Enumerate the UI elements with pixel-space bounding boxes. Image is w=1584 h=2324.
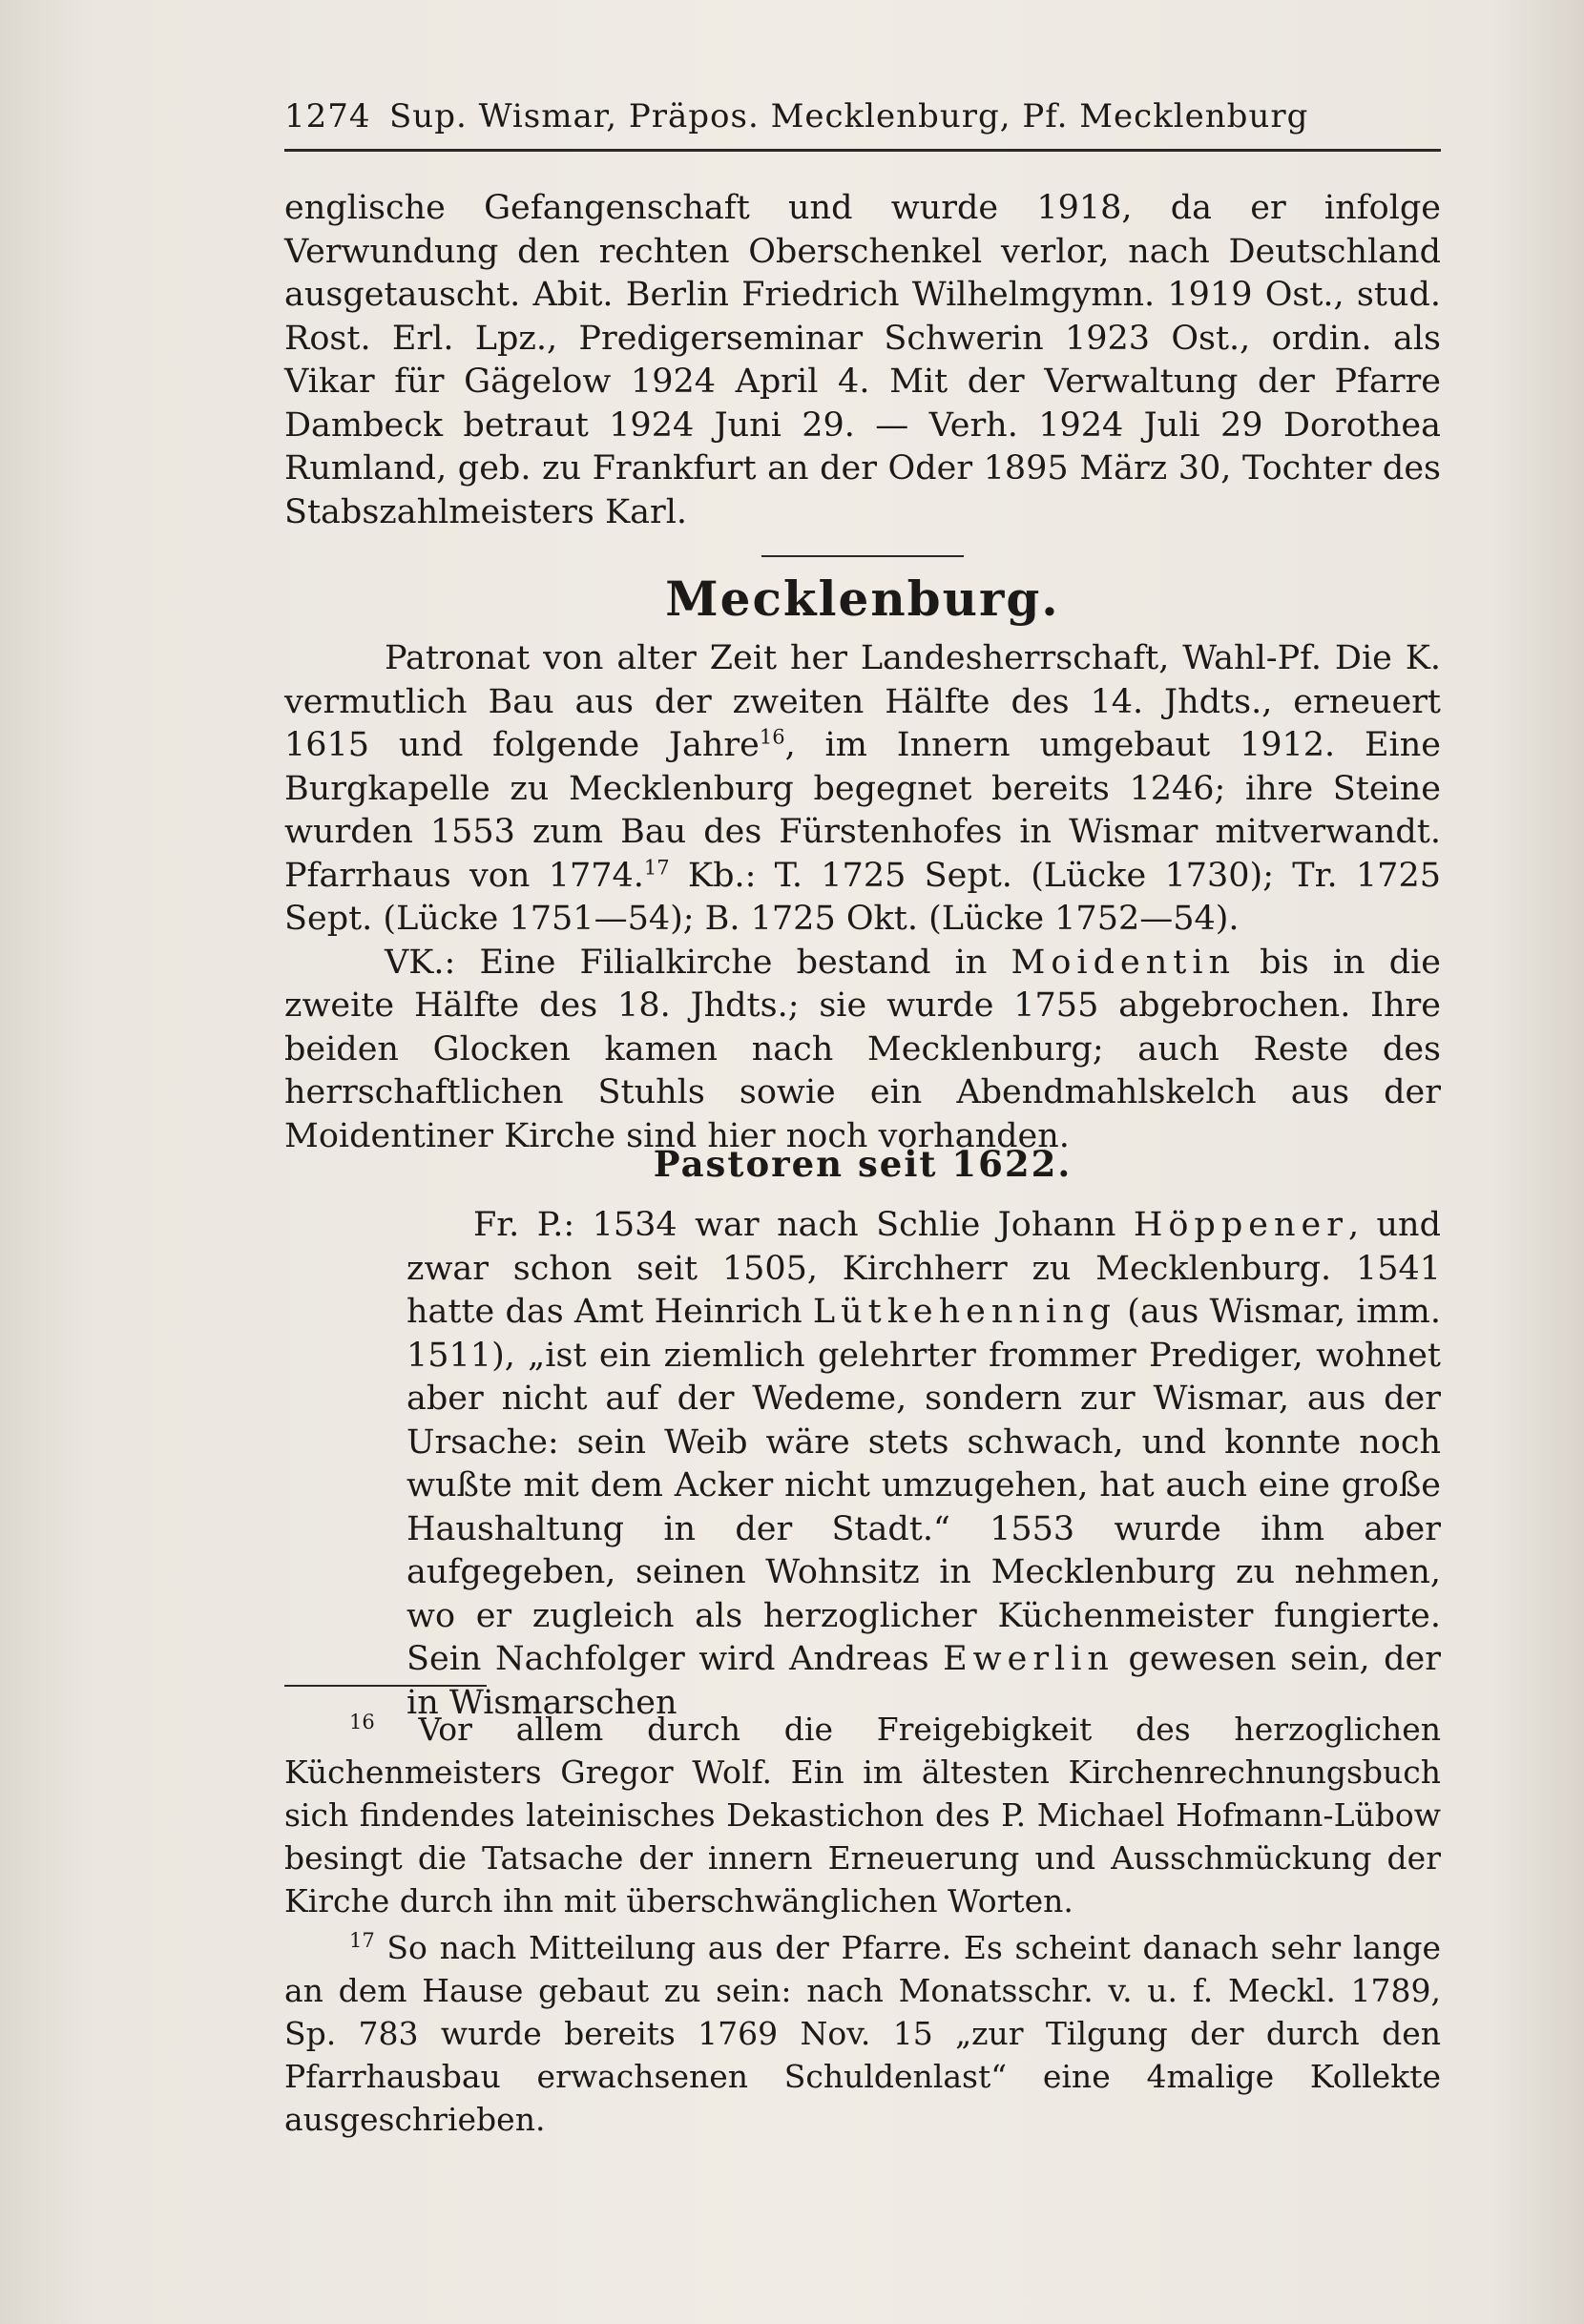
footnote-text: Vor allem durch die Freigebigkeit des herzoglichen Küchenmeisters Gregor Wolf. Ein im ältesten Kirchenrechnungsbuch sich findendes lateinisches Dekastichon des P. Michael Hofmann-Lübow besingt die Tatsache der innern Erneuerung und Ausschmückung der Kirche durch ihn mit überschwänglichen Worten. [284, 1711, 1441, 1919]
footnote-16 [284, 1708, 1441, 1922]
pastors-text-2: , und zwar schon seit 1505, Kirchherr zu Mecklenburg. 1541 hatte das Amt Heinrich [406, 1206, 1442, 1331]
pastors-text-4: gewesen sein, der in Wismarschen [406, 1640, 1442, 1722]
section-body [284, 637, 1441, 1158]
continued-paragraph [284, 187, 1441, 534]
intro-text-3: Kb.: T. 1725 Sept. (Lücke 1730); Tr. 1725 Sept. (Lücke 1751—54); B. 1725 Okt. (Lücke 1752—54). [284, 856, 1441, 938]
page-number: 1274 [284, 97, 371, 135]
top-paragraph: englische Gefangenschaft und wurde 1918, da er infolge Verwundung den rechten Oberschenkel verlor, nach Deutschland ausgetauscht. Abit. Berlin Friedrich Wilhelmgymn. 1919 Ost., stud. Rost. Erl. Lpz., Predigerseminar Schwerin 1923 Ost., ordin. als Vikar für Gägelow 1924 April 4. Mit der Verwaltung der Pfarre Dambeck betraut 1924 Juni 29. — Verh. 1924 Juli 29 Dorothea Rumland, geb. zu Frankfurt an der Oder 1895 März 30, Tochter des Stabszahlmeisters Karl. [284, 189, 1441, 531]
pastors-text-1: Fr. P.: 1534 war nach Schlie Johann [473, 1206, 1134, 1244]
footnote-rule [284, 1685, 487, 1687]
footnote-number: 16 [349, 1711, 375, 1733]
pastor-name-ewerlin: Ewerlin [943, 1640, 1115, 1678]
pastors-text-3: (aus Wismar, imm. 1511), „ist ein ziemlich gelehrter frommer Prediger, wohnet aber nicht auf der Wedeme, sondern zur Wismar, aus der Ursache: sein Weib wäre stets schwach, und konnte noch wußte mit dem Acker nicht umzugehen, hat auch eine große Haushaltung in der Stadt.“ 1553 wurde ihm aber aufgegeben, seinen Wohnsitz in Mecklenburg zu nehmen, wo er zugleich als herzoglicher Küchenmeister fungierte. Sein Nachfolger wird Andreas [406, 1293, 1441, 1678]
intro-text-2: , im Innern umgebaut 1912. Eine Burgkapelle zu Mecklenburg begegnet bereits 1246; ihre Steine wurden 1553 zum Bau des Fürstenhofes in Wismar mitverwandt. Pfarrhaus von 1774. [284, 726, 1441, 895]
section-divider [761, 555, 964, 557]
footnote-ref-16: 16 [759, 725, 785, 749]
header-rule [284, 149, 1441, 152]
pastor-name-hoeppener: Höppener [1133, 1206, 1348, 1244]
vk-place-name: Moidentin [1011, 943, 1237, 982]
intro-paragraph [284, 637, 1441, 942]
footnote-number: 17 [349, 1929, 375, 1952]
vk-text-1: VK.: Eine Filialkirche bestand in [385, 943, 1011, 982]
intro-text-1: Patronat von alter Zeit her Landesherrschaft, Wahl-Pf. Die K. vermutlich Bau aus der zweiten Hälfte des 14. Jhdts., erneuert 1615 und folgende Jahre [284, 639, 1441, 764]
pastors-subtitle: Pastoren seit 1622. [653, 1143, 1073, 1185]
vk-text-2: bis in die zweite Hälfte des 18. Jhdts.; sie wurde 1755 abgebrochen. Ihre beiden Glocken kamen nach Mecklenburg; auch Reste des herrschaftlichen Stuhls sowie ein Abendmahlskelch aus der Moidentiner Kirche sind hier noch vorhanden. [284, 943, 1441, 1155]
vk-paragraph [284, 942, 1441, 1159]
footnote-17 [284, 1926, 1441, 2141]
footnotes [284, 1708, 1441, 2141]
running-header [284, 97, 1441, 135]
pastors-paragraph [406, 1204, 1441, 1725]
pastors-entry [406, 1204, 1441, 1725]
footnote-text: So nach Mitteilung aus der Pfarre. Es scheint danach sehr lange an dem Hause gebaut zu sein: nach Monatsschr. v. u. f. Meckl. 1789, Sp. 783 wurde bereits 1769 Nov. 15 „zur Tilgung der durch den Pfarrhausbau erwachsenen Schuldenlast“ eine 4malige Kollekte ausgeschrieben. [284, 1929, 1441, 2138]
section-title: Mecklenburg. [665, 571, 1060, 627]
footnote-ref-17: 17 [643, 855, 670, 879]
running-title: Sup. Wismar, Präpos. Mecklenburg, Pf. Mecklenburg [389, 97, 1309, 135]
pastor-name-luetkehenning: Lütkehenning [812, 1293, 1117, 1331]
